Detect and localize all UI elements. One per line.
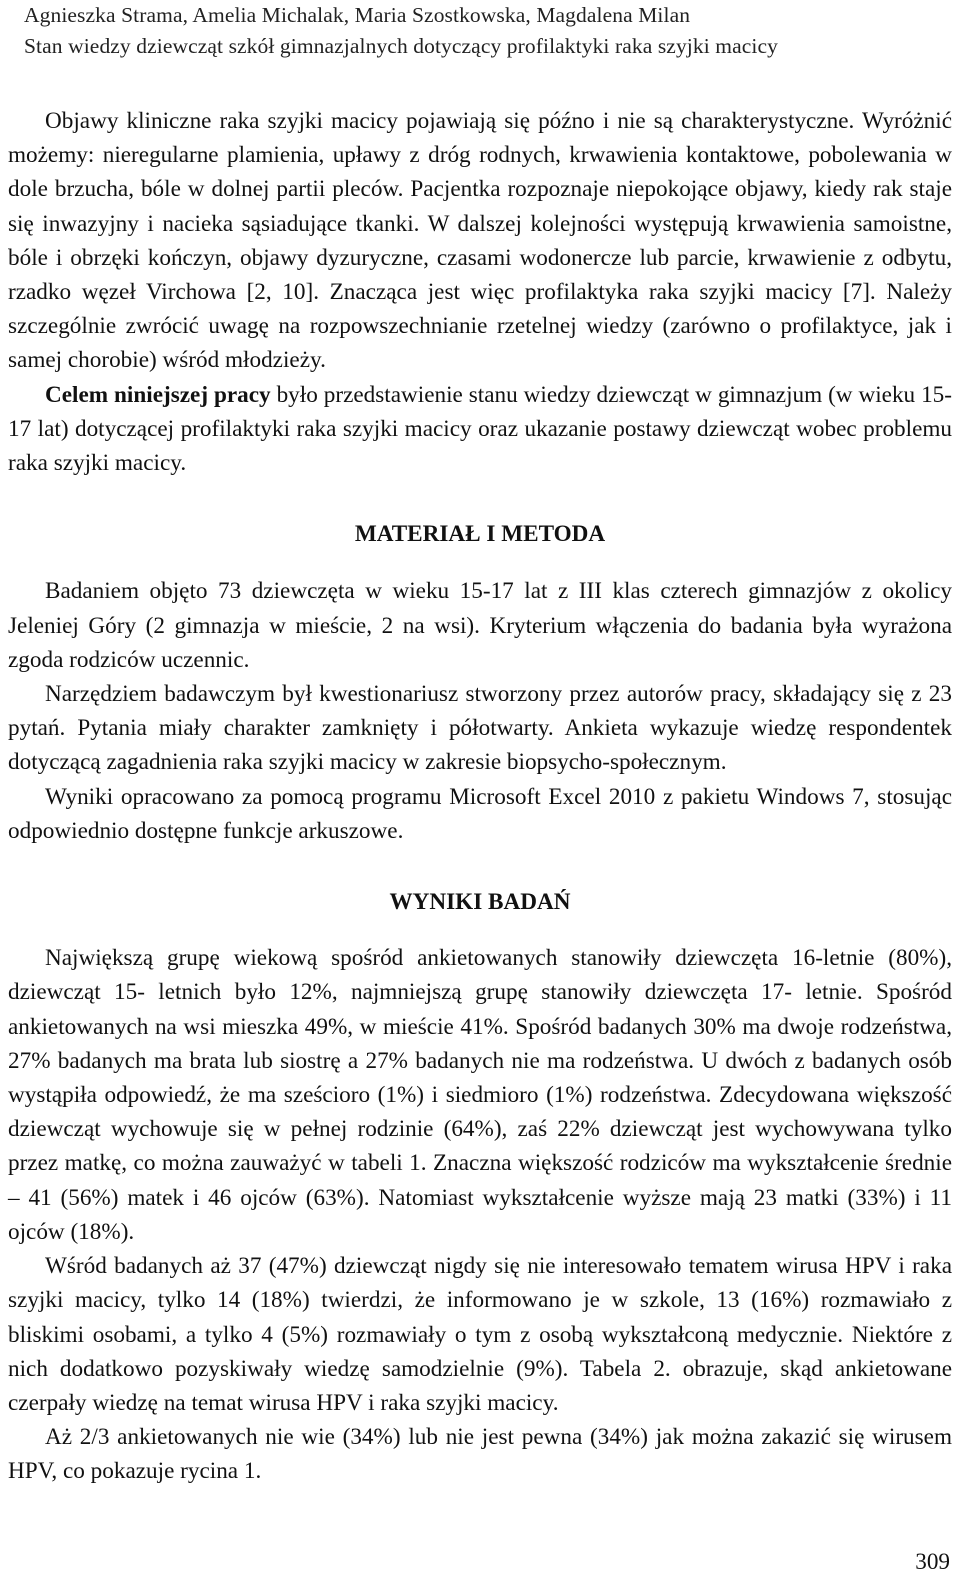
intro-paragraph-aim bbox=[8, 378, 952, 481]
methods-paragraph-tool: Narzędziem badawczym był kwestionariusz stworzony przez autorów pracy, składający się z 23 pytań. Pytania miały charakter zamknięty i półotwarty. Ankieta wykazuje wiedzę respondentek dotyczącą zagadnienia raka szyjki macicy w zakresie biopsycho-społecznym. bbox=[8, 681, 952, 776]
intro-paragraph-symptoms: Objawy kliniczne raka szyjki macicy pojawiają się późno i nie są charakterystyczne. Wyróżnić możemy: nieregularne plamienia, upławy z dróg rodnych, krwawienia kontaktowe, pobolewania w dole brzucha, bóle w dolnej partii pleców. Pacjentka rozpoznaje niepokojące objawy, kiedy rak staje się inwazyjny i nacieka sąsiadujące tkanki. W dalszej kolejności występują krwawienia samoistne, bóle i obrzęki kończyn, objawy dyzuryczne, czasami wodonercze lub parcie, krwawienie z odbytu, rzadko węzeł Virchowa [2, 10]. Znacząca jest więc profilaktyka raka szyjki macicy [7]. Należy szczególnie zwrócić uwagę na rozpowszechnianie rzetelnej wiedzy (zarówno o profilaktyce, jak i samej chorobie) wśród młodzieży. bbox=[8, 108, 952, 374]
section-heading-methods: MATERIAŁ I METODA bbox=[354, 521, 606, 548]
methods-paragraph-sample: Badaniem objęto 73 dziewczęta w wieku 15-17 lat z III klas czterech gimnazjów z okolicy Jeleniej Góry (2 gimnazja w mieście, 2 na wsi). Kryterium włączenia do badania była wyrażona zgoda rodziców uczennic. bbox=[8, 578, 952, 673]
page-number: 309 bbox=[915, 1549, 950, 1575]
aim-lead-bold: Celem niniejszej pracy bbox=[45, 381, 271, 408]
running-header bbox=[24, 0, 946, 62]
spacer bbox=[8, 551, 952, 574]
results-paragraph-hpv-transmission: Aż 2/3 ankietowanych nie wie (34%) lub nie jest pewna (34%) jak można zakazić się wirusem HPV, co pokazuje rycina 1. bbox=[8, 1424, 952, 1485]
aim-text: było przedstawienie stanu wiedzy dziewcząt w gimnazjum (w wieku 15-17 lat) dotyczącej profilaktyki raka szyjki macicy oraz ukazanie postawy dziewcząt wobec problemu raka szyjki macicy. bbox=[8, 381, 952, 477]
results-paragraph-knowledge-sources: Wśród badanych aż 37 (47%) dziewcząt nigdy się nie interesowało tematem wirusa HPV i raka szyjki macicy, tylko 14 (18%) twierdzi, że informowano je w szkole, 13 (16%) rozmawiało z bliskimi osobami, a tylko 4 (5%) rozmawiały o tym z osobą wykształconą medycznie. Niektóre z nich dodatkowo pozyskiwały wiedzę samodzielnie (9%). Tabela 2. obrazuje, skąd ankietowane czerpały wiedzę na temat wirusa HPV i raka szyjki macicy. bbox=[8, 1253, 952, 1416]
results-paragraph-demographics: Największą grupę wiekową spośród ankietowanych stanowiły dziewczęta 16-letnie (80%), dziewcząt 15- letnich było 12%, najmniejszą grupę stanowiły dziewczęta 17- letnie. Spośród ankietowanych na wsi mieszka 49%, w mieście 41%. Spośród badanych 30% ma dwoje rodzeństwa, 27% badanych ma brata lub siostrę a 27% badanych nie ma rodzeństwa. U dwóch z badanych osób wystąpiła odpowiedź, że ma sześcioro (1%) i siedmioro (1%) rodzeństwa. Zdecydowana większość dziewcząt wychowuje się w pełnej rodzinie (64%), zaś 22% dziewcząt jest wychowywana tylko przez matkę, co można zauważyć w tabeli 1. Znaczna większość rodziców ma wykształcenie średnie – 41 (56%) matek i 46 ojców (63%). Natomiast wykształcenie wyższe mają 23 matki (33%) i 11 ojców (18%). bbox=[8, 945, 952, 1245]
header-authors: Agnieszka Strama, Amelia Michalak, Maria Szostkowska, Magdalena Milan bbox=[24, 3, 691, 27]
methods-paragraph-analysis: Wyniki opracowano za pomocą programu Microsoft Excel 2010 z pakietu Windows 7, stosując odpowiednio dostępne funkcje arkuszowe. bbox=[8, 783, 952, 844]
spacer bbox=[8, 919, 952, 941]
section-heading-results: WYNIKI BADAŃ bbox=[389, 889, 571, 916]
spacer bbox=[8, 480, 952, 517]
spacer bbox=[8, 848, 952, 885]
article-body bbox=[8, 104, 952, 1489]
header-article-title: Stan wiedzy dziewcząt szkół gimnazjalnych dotyczący profilaktyki raka szyjki macicy bbox=[24, 34, 778, 58]
